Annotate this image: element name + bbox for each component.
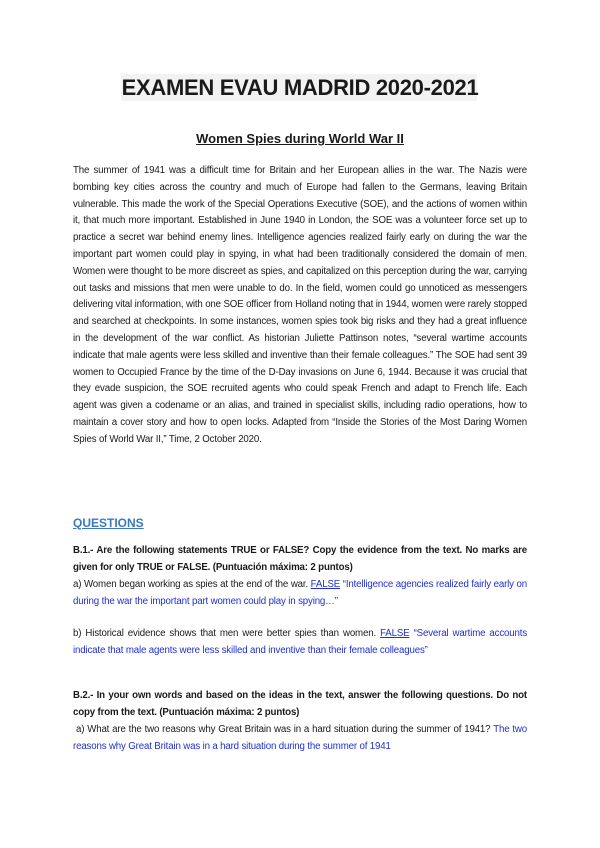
- b2-a-question: a) What are the two reasons why Great Britain was in a hard situation during the summer of 1941?: [75, 724, 491, 735]
- page-title: EXAMEN EVAU MADRID 2020-2021: [121, 75, 479, 100]
- b2-instruction: B.2.- In your own words and based on the ideas in the text, answer the following questions. Do not copy from the text. (Puntuación máxima: 2 puntos): [73, 690, 527, 718]
- b1-instruction: B.1.- Are the following statements TRUE or FALSE? Copy the evidence from the text. No marks are given for only TRUE or FALSE. (Puntuación máxima: 2 puntos): [73, 545, 527, 573]
- b1-a-statement: a) Women began working as spies at the end of the war.: [73, 579, 308, 590]
- b1-item-b: [73, 626, 527, 660]
- b1-a-answer: FALSE: [310, 579, 341, 590]
- questions-heading: QUESTIONS: [73, 516, 144, 530]
- reading-passage: The summer of 1941 was a difficult time for Britain and her European allies in the war. The Nazis were bombing key cities across the country and much of Europe had fallen to the Germans, leaving Britain vulnerable. This made the work of the Special Operations Executive (SOE), and the actions of women within it, that much more important. Established in June 1940 in London, the SOE was a volunteer force set up to practice a secret war behind enemy lines. Intelligence agencies realized fairly early on during the war the important part women could play in spying, in what had been traditionally considered the domain of men. Women were thought to be more discreet as spies, and capitalized on this perception during the war, carrying out tasks and missions that men were unable to do. In the field, women could go unnoticed as messengers delivering vital information, with one SOE officer from Holland noting that in 1944, women were rarely stopped and searched at checkpoints. In some instances, women spies took big risks and they had a great influence in the development of the war conflict. As historian Juliette Pattinson notes, “several wartime accounts indicate that male agents were less skilled and inventive than their female colleagues.” The SOE had sent 39 women to Occupied France by the time of the D-Day invasions on June 6, 1944. Because it was crucial that they evade suspicion, the SOE recruited agents who could speak French and adapt to French life. Each agent was given a codename or an alias, and trained in specialist skills, including radio operations, how to maintain a cover story and how to open locks. Adapted from “Inside the Stories of the Most Daring Women Spies of World War II,” Time, 2 October 2020.: [73, 165, 527, 445]
- b2-a-answer: The two reasons why Great Britain was in a hard situation during the summer of 1941: [73, 724, 527, 752]
- passage-subtitle: [73, 130, 527, 147]
- b1-a-evidence: “Intelligence agencies realized fairly early on during the war the important part women could play in spying…”: [73, 579, 528, 607]
- b2-item-a: [73, 722, 527, 756]
- b1-b-statement: b) Historical evidence shows that men were better spies than women.: [73, 628, 376, 639]
- b1-b-answer: FALSE: [380, 628, 410, 639]
- subtitle-text: Women Spies during World War II: [196, 131, 404, 146]
- b1-b-evidence: “Several wartime accounts indicate that male agents were less skilled and inventive than their female colleagues”: [73, 628, 528, 656]
- b1-item-a: [73, 577, 527, 611]
